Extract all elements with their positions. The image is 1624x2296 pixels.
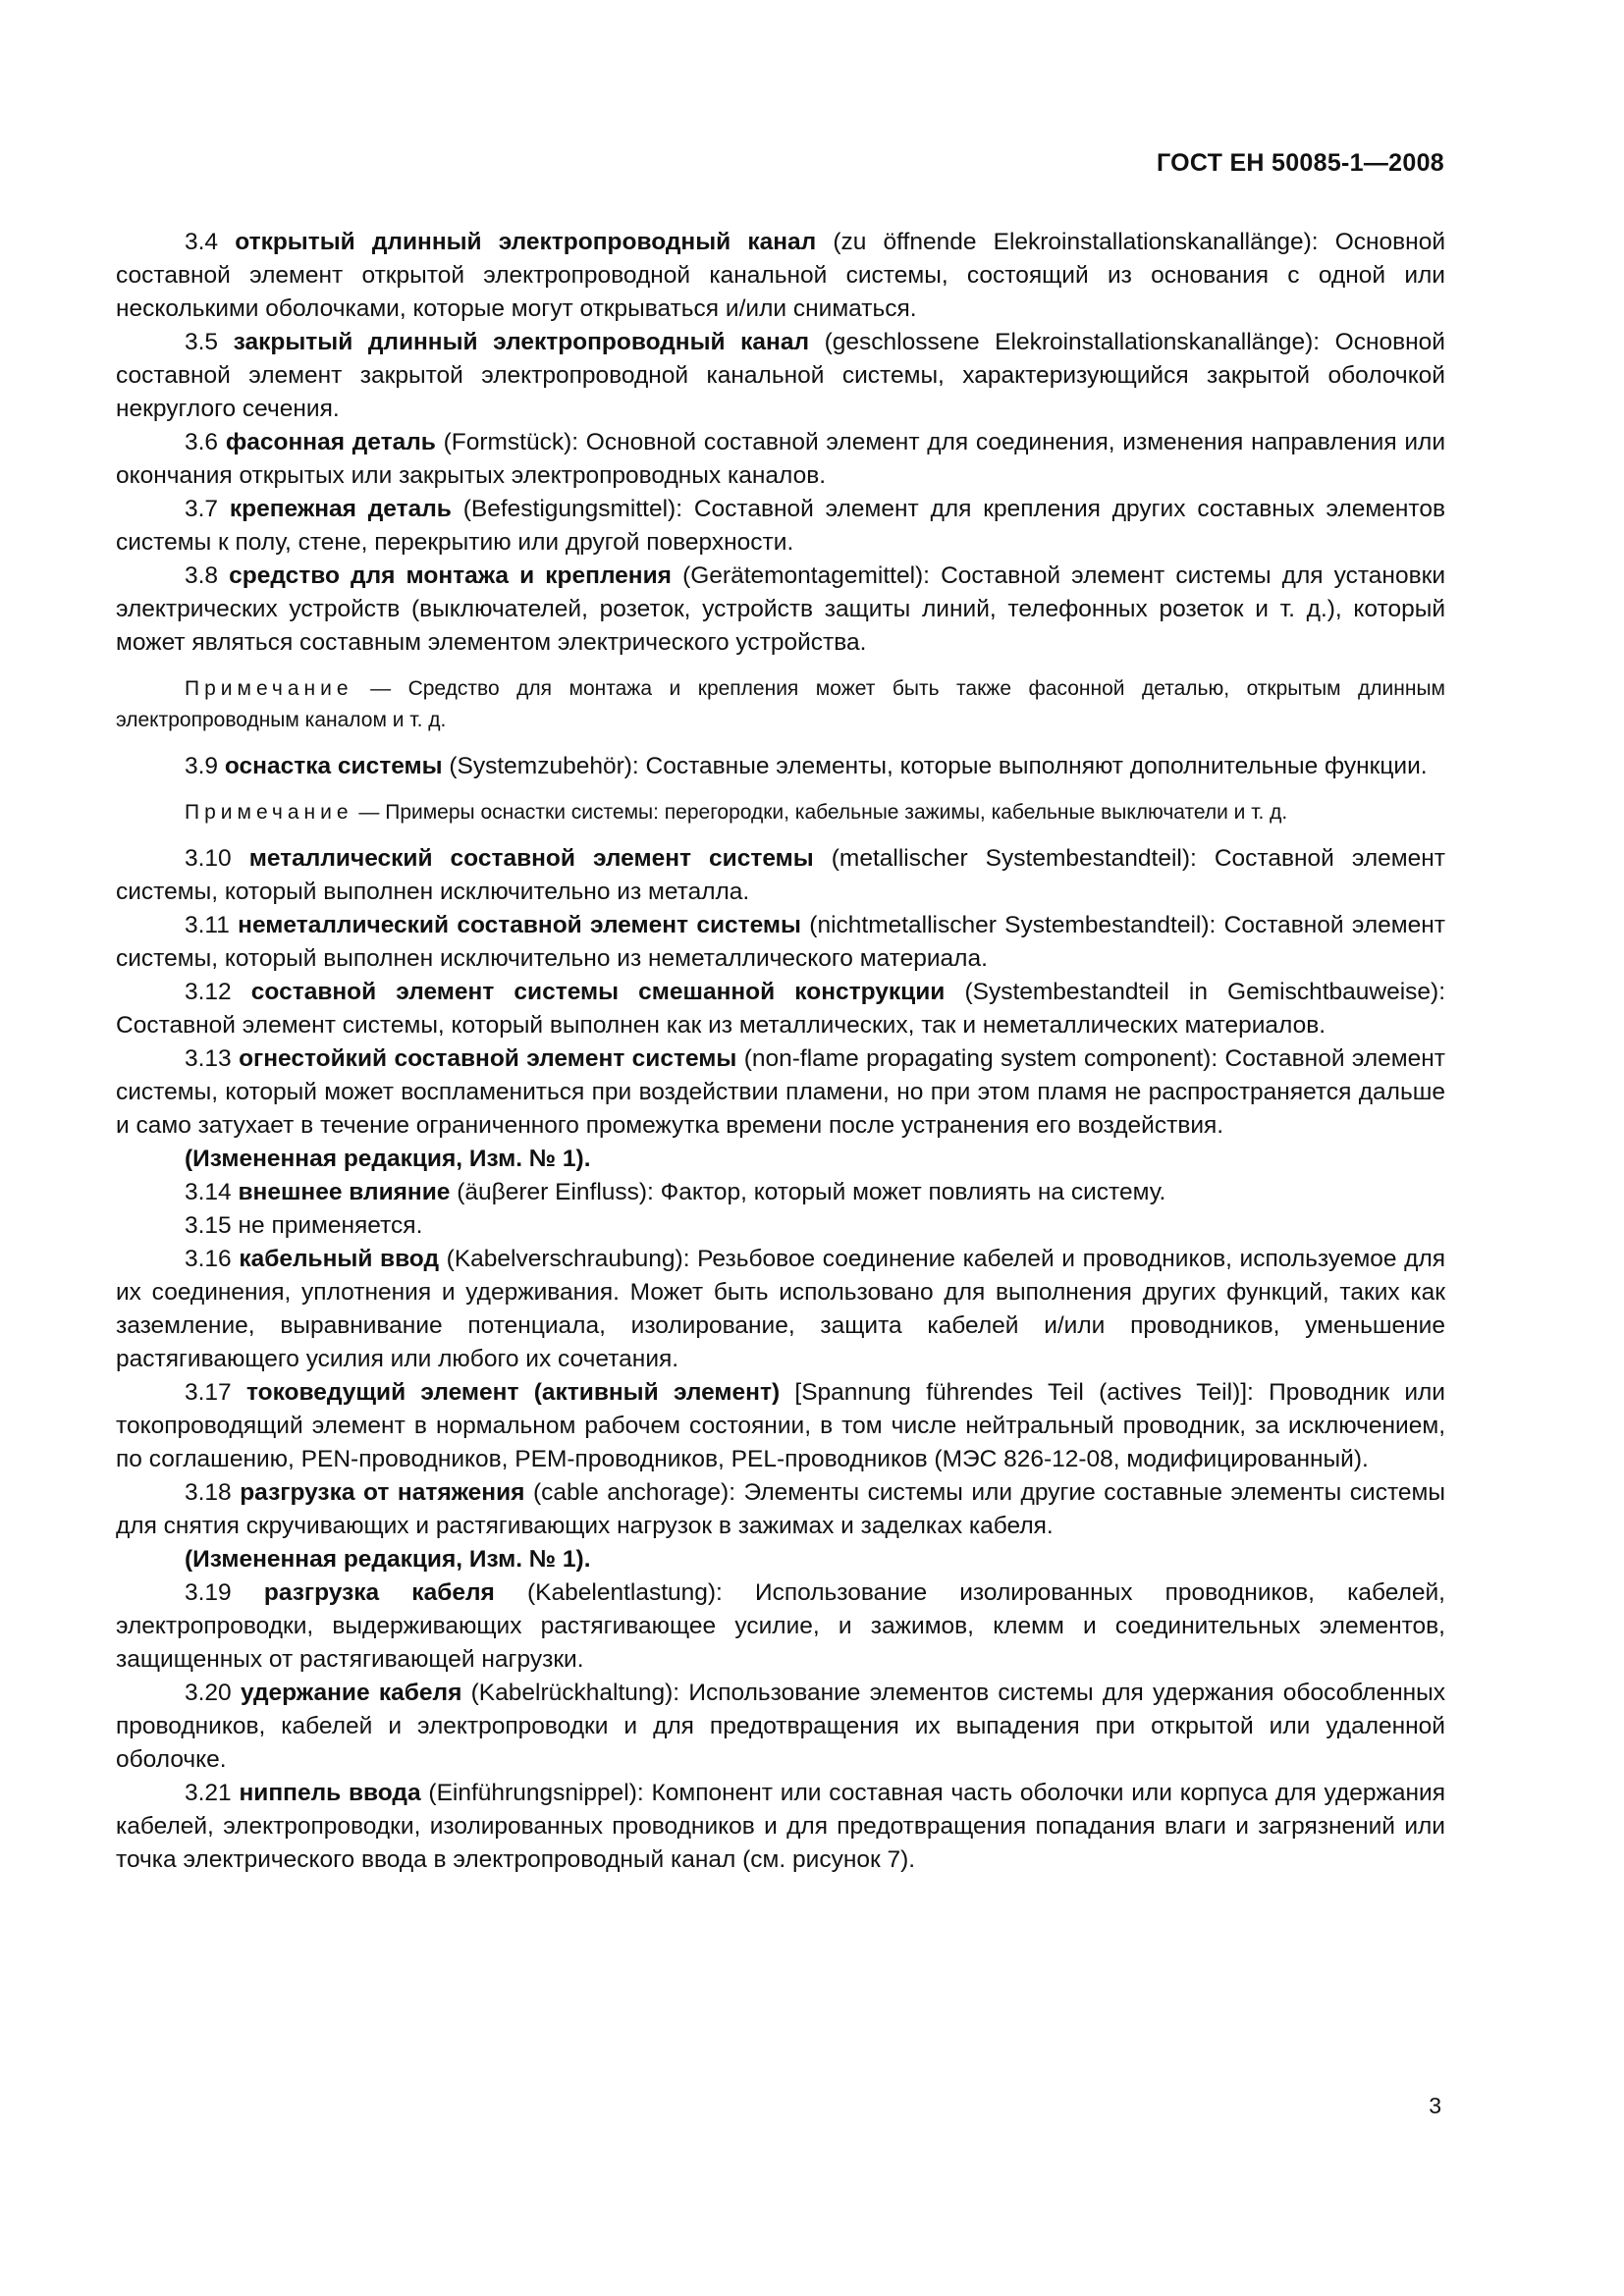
term-3-5: 3.5 закрытый длинный электропроводный канал (geschlossene Elekroinstallationskanallänge): Основной составной элемент закрытой электропроводной канальной системы, характеризующийся закрытой оболочкой некруглого сечения. <box>116 329 1445 422</box>
term-3-11: 3.11 неметаллический составной элемент системы (nichtmetallischer Systembestandteil): Составной элемент системы, который выполнен исключительно из неметаллического материала. <box>116 912 1446 972</box>
term-definition: (cable anchorage): Элементы системы или другие составные элементы системы для снятия скручивающих и растягивающих нагрузок в зажимах и заделках кабеля. <box>116 1479 1445 1539</box>
term-definition: (Einführungsnippel): Компонент или составная часть оболочки или корпуса для удержания кабелей, электропроводки, изолированных проводников и для предотвращения попадания влаги и загрязнений или точка электрического ввода в электропроводный канал (см. рисунок 7). <box>116 1780 1445 1873</box>
term-3-20: 3.20 удержание кабеля (Kabelrückhaltung): Использование элементов системы для удержания обособленных проводников, кабелей и электропроводки и для предотвращения их выпадения при открытой или удаленной оболочке. <box>116 1680 1445 1773</box>
term-title: средство для монтажа и крепления <box>229 562 672 589</box>
term-3-10: 3.10 металлический составной элемент системы (metallischer Systembestandteil): Составной элемент системы, который выполнен исключительно из металла. <box>116 845 1446 905</box>
note-label: Примечание <box>185 801 353 824</box>
term-title: крепежная деталь <box>229 496 452 522</box>
term-title: закрытый длинный электропроводный канал <box>233 329 810 355</box>
document-body <box>116 226 1445 1877</box>
term-title: кабельный ввод <box>239 1246 440 1272</box>
term-title: фасонная деталь <box>225 429 436 455</box>
term-title: токоведущий элемент (активный элемент) <box>245 1379 781 1406</box>
note-text: — Средство для монтажа и крепления может быть также фасонной деталью, открытым длинным электропроводным каналом и т. д. <box>116 677 1445 731</box>
term-3-4: 3.4 открытый длинный электропроводный канал (zu öffnende Elekroinstallationskanallänge): Основной составной элемент открытой электропроводной канальной системы, состоящий из основания с одной или несколькими оболочками, которые могут открываться и/или сниматься. <box>116 229 1446 322</box>
term-3-9: 3.9 оснастка системы (Systemzubehör): Составные элементы, которые выполняют дополнительные функции. <box>185 753 1428 779</box>
term-definition: [Spannung führendes Teil (actives Teil)]: Проводник или токопроводящий элемент в нормальном рабочем состоянии, в том числе нейтральный проводник, за исключением, по соглашению, PEN-проводников, PEM-проводников, PEL-проводников (МЭС 826-12-08, модифицированный). <box>116 1379 1445 1472</box>
term-definition: (zu öffnende Elekroinstallationskanallänge): Основной составной элемент открытой электропроводной канальной системы, состоящий из основания с одной или несколькими оболочками, которые могут открываться и/или сниматься. <box>116 229 1446 322</box>
term-3-12: 3.12 составной элемент системы смешанной конструкции (Systembestandteil in Gemischtbauweise): Составной элемент системы, который выполнен как из металлических, так и неметаллических материалов. <box>116 979 1446 1039</box>
term-definition: (Kabelverschraubung): Резьбовое соединение кабелей и проводников, используемое для их соединения, уплотнения и удерживания. Может быть использовано для выполнения других функций, таких как заземление, выравнивание потенциала, изолирование, защита кабелей и/или проводников, уменьшение растягивающего усилия или любого их сочетания. <box>116 1246 1446 1372</box>
term-title: оснастка системы <box>224 753 443 779</box>
term-title: составной элемент системы смешанной конструкции <box>250 979 946 1005</box>
term-3-13: 3.13 огнестойкий составной элемент системы (non-flame propagating system component): Составной элемент системы, который может воспламениться при воздействии пламени, но при этом пламя не распространяется дальше и само затухает в течение ограниченного промежутка времени после устранения его воздействия. <box>116 1045 1446 1139</box>
term-definition: (Formstück): Основной составной элемент для соединения, изменения направления или окончания открытых или закрытых электропроводных каналов. <box>116 429 1446 489</box>
document-code: ГОСТ ЕН 50085-1—2008 <box>1157 149 1444 177</box>
term-3-16: 3.16 кабельный ввод (Kabelverschraubung): Резьбовое соединение кабелей и проводников, используемое для их соединения, уплотнения и удерживания. Может быть использовано для выполнения других функций, таких как заземление, выравнивание потенциала, изолирование, защита кабелей и/или проводников, уменьшение растягивающего усилия или любого их сочетания. <box>116 1246 1446 1372</box>
note-3-8 <box>116 673 1445 736</box>
term-3-14: 3.14 внешнее влияние (äuβerer Einfluss): Фактор, который может повлиять на систему. <box>185 1179 1166 1205</box>
term-definition: (Kabelrückhaltung): Использование элементов системы для удержания обособленных проводников, кабелей и электропроводки и для предотвращения их выпадения при открытой или удаленной оболочке. <box>116 1680 1445 1773</box>
term-3-6: 3.6 фасонная деталь (Formstück): Основной составной элемент для соединения, изменения направления или окончания открытых или закрытых электропроводных каналов. <box>116 429 1446 489</box>
term-3-15: 3.15 не применяется. <box>185 1212 423 1239</box>
term-definition: (Systembestandteil in Gemischtbauweise): Составной элемент системы, который выполнен как из металлических, так и неметаллических материалов. <box>116 979 1446 1039</box>
note-text: — Примеры оснастки системы: перегородки, кабельные зажимы, кабельные выключатели и т. д. <box>358 801 1288 824</box>
note-label: Примечание <box>185 677 353 700</box>
term-definition: (Systemzubehör): Составные элементы, которые выполняют дополнительные функции. <box>449 753 1428 779</box>
term-definition: (geschlossene Elekroinstallationskanallänge): Основной составной элемент закрытой электропроводной канальной системы, характеризующийся закрытой оболочкой некруглого сечения. <box>116 329 1445 422</box>
term-title: разгрузка кабеля <box>263 1579 495 1606</box>
term-title: разгрузка от натяжения <box>240 1479 525 1506</box>
term-definition: (Gerätemontagemittel): Составной элемент системы для установки электрических устройств (выключателей, розеток, устройств защиты линий, телефонных розеток и т. д.), который может являться составным элементом электрического устройства. <box>116 562 1446 656</box>
term-definition: (non-flame propagating system component): Составной элемент системы, который может воспламениться при воздействии пламени, но при этом пламя не распространяется дальше и само затухает в течение ограниченного промежутка времени после устранения его воздействия. <box>116 1045 1446 1139</box>
term-definition: (äuβerer Einfluss): Фактор, который может повлиять на систему. <box>457 1179 1166 1205</box>
term-title: открытый длинный электропроводный канал <box>235 229 817 255</box>
term-title: металлический составной элемент системы <box>248 845 814 872</box>
term-3-7: 3.7 крепежная деталь (Befestigungsmittel): Составной элемент для крепления других составных элементов системы к полу, стене, перекрытию или другой поверхности. <box>116 496 1445 556</box>
note-3-9 <box>116 797 1445 828</box>
term-definition: (metallischer Systembestandteil): Составной элемент системы, который выполнен исключительно из металла. <box>116 845 1446 905</box>
term-title: удержание кабеля <box>240 1680 462 1706</box>
amendment-note: (Измененная редакция, Изм. № 1). <box>185 1546 591 1573</box>
term-title: ниппель ввода <box>239 1780 421 1806</box>
term-3-18: 3.18 разгрузка от натяжения (cable anchorage): Элементы системы или другие составные элементы системы для снятия скручивающих и растягивающих нагрузок в зажимах и заделках кабеля. <box>116 1479 1445 1539</box>
term-title: неметаллический составной элемент системы <box>238 912 801 938</box>
term-definition: (Kabelentlastung): Использование изолированных проводников, кабелей, электропроводки, выдерживающих растягивающее усилие, и зажимов, клемм и соединительных элементов, защищенных от растягивающей нагрузки. <box>116 1579 1445 1673</box>
term-definition: (Befestigungsmittel): Составной элемент для крепления других составных элементов системы к полу, стене, перекрытию или другой поверхности. <box>116 496 1445 556</box>
term-definition: (nichtmetallischer Systembestandteil): Составной элемент системы, который выполнен исключительно из неметаллического материала. <box>116 912 1446 972</box>
amendment-note: (Измененная редакция, Изм. № 1). <box>185 1146 591 1172</box>
term-3-19: 3.19 разгрузка кабеля (Kabelentlastung): Использование изолированных проводников, кабелей, электропроводки, выдерживающих растягивающее усилие, и зажимов, клемм и соединительных элементов, защищенных от растягивающей нагрузки. <box>116 1579 1445 1673</box>
term-title: внешнее влияние <box>238 1179 451 1205</box>
term-3-8: 3.8 средство для монтажа и крепления (Gerätemontagemittel): Составной элемент системы для установки электрических устройств (выключателей, розеток, устройств защиты линий, телефонных розеток и т. д.), который может являться составным элементом электрического устройства. <box>116 562 1446 656</box>
term-3-17: 3.17 токоведущий элемент (активный элемент) [Spannung führendes Teil (actives Teil)]: Проводник или токопроводящий элемент в нормальном рабочем состоянии, в том числе нейтральный проводник, за исключением, по соглашению, PEN-проводников, PEM-проводников, PEL-проводников (МЭС 826-12-08, модифицированный). <box>116 1379 1445 1472</box>
term-title: огнестойкий составной элемент системы <box>239 1045 737 1072</box>
page-number: 3 <box>1429 2093 1441 2118</box>
term-3-21: 3.21 ниппель ввода (Einführungsnippel): Компонент или составная часть оболочки или корпуса для удержания кабелей, электропроводки, изолированных проводников и для предотвращения попадания влаги и загрязнений или точка электрического ввода в электропроводный канал (см. рисунок 7). <box>116 1780 1445 1873</box>
